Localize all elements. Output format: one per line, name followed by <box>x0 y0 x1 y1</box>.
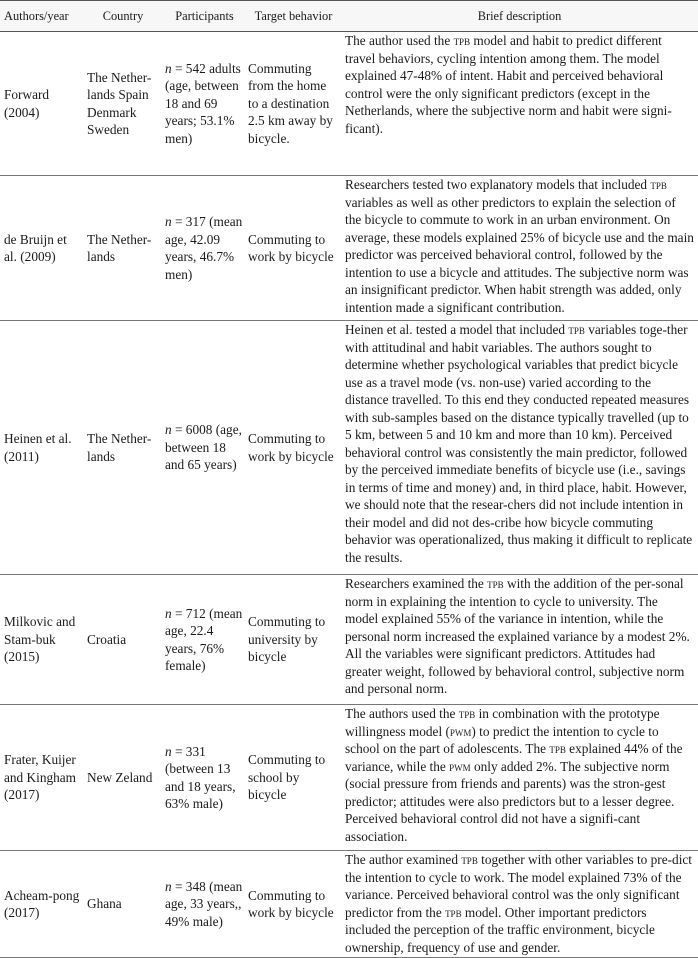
n-label: n <box>165 743 172 759</box>
description-cell <box>341 176 698 321</box>
author-cell: Forward (2004) <box>0 32 83 176</box>
participants-text: = 331 (between 13 and 18 years, 63% male) <box>165 743 236 811</box>
country-cell: The Nether-lands <box>83 176 163 321</box>
country-cell: New Zeland <box>83 705 163 851</box>
description-text: model and habit to predict different travel behaviors, cycling intention among them. The model explained 47-48% of intent. Habit and perceived behavioral control were the only significant predictors (except in the Netherlands, where the subjective norm and habit were signi-ficant). <box>345 33 672 136</box>
author-cell: Frater, Kuijer and Kingham (2017) <box>0 705 83 851</box>
table-row <box>0 321 698 575</box>
acronym: tpb <box>549 741 566 756</box>
description-text: with the addition of the per-sonal norm in explaining the intention to cycle to university. The model explained 55% of the variance in intention, while the personal norm increased the explained variance by a modest 2%. All the variables were significant predictors. Attitudes had greater weight, followed by behavioral control, subjective norm and personal norm. <box>345 576 690 696</box>
acronym: tpb <box>650 177 667 192</box>
description-cell <box>341 851 698 958</box>
header-description: Brief description <box>341 1 698 32</box>
description-text: Heinen et al. tested a model that included <box>345 322 569 337</box>
n-label: n <box>165 422 172 438</box>
author-cell: Acheam-pong (2017) <box>0 851 83 958</box>
description-cell <box>341 705 698 851</box>
author-cell: Milkovic and Stam-buk (2015) <box>0 575 83 705</box>
country-cell: The Nether-lands <box>83 321 163 575</box>
country-cell: Croatia <box>83 575 163 705</box>
description-cell <box>341 575 698 705</box>
n-label: n <box>165 214 172 229</box>
header-target: Target behavior <box>246 1 341 32</box>
participants-cell <box>163 321 246 575</box>
target-cell: Commuting to work by bicycle <box>246 851 341 958</box>
description-text: together with other variables to pre-dict the intention to cycle to work. The model explained 73% of the variance. Perceived behavioral control was the only significant predictor from the <box>345 852 692 920</box>
description-text: variables toge-ther with attitudinal and habit variables. The authors sought to determine whether psychological variables that predict bicycle use as a travel mode (vs. non-use) varied according to the distance travelled. To this end they conducted repeated measures with sub-samples based on the distance typically travelled (up to 5 km, between 5 and 10 km and more than 10 km). Perceived behavioral control was consistently the main predictor, followed by the perceived immediate benefits of bicycle use (i.e., savings in terms of time and money) and, in third place, habit. However, we should note that the resear-chers did not include intention in their model and did not des-cribe how bicycle commuting behavior was operationalized, thus making it difficult to replicate the results. <box>345 322 693 565</box>
participants-cell <box>163 176 246 321</box>
description-text: in combination with the prototype willingness model ( <box>345 706 660 739</box>
acronym: tpb <box>568 322 585 337</box>
country-cell: The Nether-lands Spain Denmark Sweden <box>83 32 163 176</box>
target-cell: Commuting to school by bicycle <box>246 705 341 851</box>
header-author: Authors/year <box>0 1 83 32</box>
acronym: tpb <box>445 904 462 920</box>
acronym: pwm <box>449 758 471 774</box>
description-text: variables as well as other predictors to explain the selection of the bicycle to commute to work in an urban environment. On average, these models explained 25% of bicycle use and the main predictor was perceived behavioral control, followed by the intention to use a bicycle and attitudes. The subjective norm was an insignificant predictor. When habit strength was added, only intention made a significant contribution. <box>345 194 694 315</box>
participants-text: = 542 adults (age, between 18 and 69 years; 53.1% men) <box>165 60 241 146</box>
author-cell: de Bruijn et al. (2009) <box>0 176 83 321</box>
header-country: Country <box>83 1 163 32</box>
n-label: n <box>165 605 172 621</box>
participants-cell <box>163 575 246 705</box>
country-cell: Ghana <box>83 851 163 958</box>
n-label: n <box>165 878 172 894</box>
description-text: Researchers tested two explanatory models that included <box>345 177 651 192</box>
target-cell: Commuting to university by bicycle <box>246 575 341 705</box>
table-header <box>0 1 698 32</box>
description-text: The author examined <box>345 852 462 867</box>
header-participants: Participants <box>163 1 246 32</box>
table-row <box>0 575 698 705</box>
acronym: tpb <box>461 852 478 867</box>
table-row <box>0 32 698 176</box>
description-text: The author used the <box>345 33 454 48</box>
description-text: explained 44% of the variance, while the <box>345 741 683 774</box>
participants-text: = 317 (mean age, 42.09 years, 46.7% men) <box>165 214 243 282</box>
participants-text: = 348 (mean age, 33 years,, 49% male) <box>165 878 243 929</box>
participants-text: = 712 (mean age, 22.4 years, 76% female) <box>165 605 243 673</box>
n-label: n <box>165 60 172 76</box>
participants-cell <box>163 851 246 958</box>
table-row <box>0 851 698 958</box>
table-row <box>0 176 698 321</box>
target-cell: Commuting to work by bicycle <box>246 176 341 321</box>
description-text: only added 2%. The subjective norm (social pressure from friends and parents) was the stron-gest predictor; attitudes were also predictors but to a lesser degree. Perceived behavioral control did not have a signifi-cant association. <box>345 758 675 844</box>
acronym: tpb <box>453 33 471 48</box>
target-cell: Commuting to work by bicycle <box>246 321 341 575</box>
acronym: tpb <box>487 576 504 591</box>
acronym: pwm <box>449 723 472 739</box>
description-text: Researchers examined the <box>345 576 488 591</box>
description-text: ) to predict the intention to cycle to school on the part of adolescents. The <box>345 723 659 756</box>
description-text: model. Other important predictors included the perception of the traffic environment, bicycle ownership, frequency of use and gender. <box>345 904 655 955</box>
participants-cell <box>163 705 246 851</box>
participants-text: = 6008 (age, between 18 and 65 years) <box>165 422 242 473</box>
description-text: The authors used the <box>345 706 459 721</box>
table-row <box>0 705 698 851</box>
author-cell: Heinen et al. (2011) <box>0 321 83 575</box>
participants-cell <box>163 32 246 176</box>
acronym: tpb <box>458 706 476 721</box>
description-cell <box>341 32 698 176</box>
description-cell <box>341 321 698 575</box>
target-cell: Commuting from the home to a destination 2.5 km away by bicycle. <box>246 32 341 176</box>
